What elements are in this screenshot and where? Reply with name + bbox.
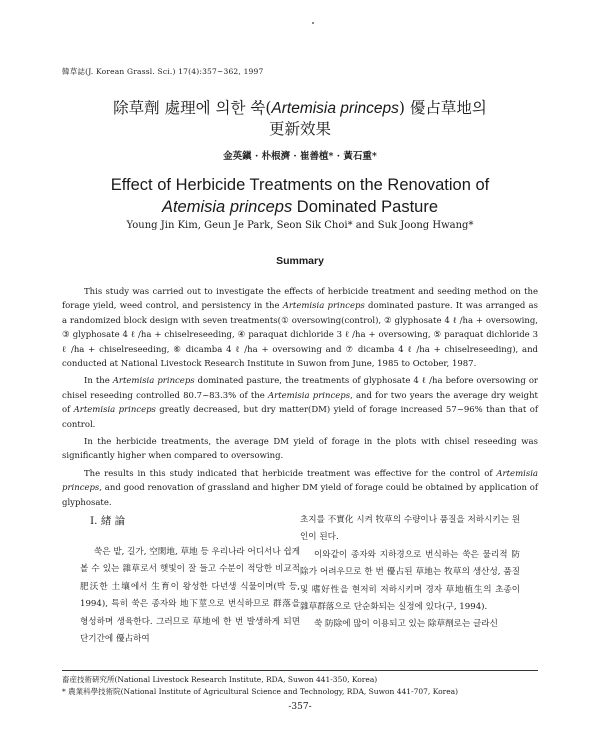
korean-title-line2: 更新效果: [268, 120, 331, 138]
right-column-paragraph-2: 이와같이 종자와 지하경으로 번식하는 쑥은 물리적 防除가 어려우므로 한 번 優占된 草地는 牧草의 생산성, 품질 및 嗜好性을 현저히 저하시키며 경자 草地植生의 초종이 雜草群落으로 단순화되는 실정에 있다(구, 1994).: [300, 549, 520, 613]
summary-heading: Summary: [276, 255, 324, 267]
korean-title-latin: Artemisia princeps: [271, 100, 399, 117]
english-title-species: Atemisia princeps: [161, 198, 293, 216]
body-left-column: [80, 512, 300, 648]
korean-title-pre: 除草劑 處理에 의한 쑥(: [113, 99, 272, 117]
abstract-paragraph-4: The results in this study indicated that herbicide treatment was effective for the control of Artemisia princeps, and good renovation of grassland and higher DM yield of forage could be obtained by application of glyphosate.: [62, 468, 538, 508]
abstract-paragraph-2: In the Artemisia princeps dominated pasture, the treatments of glyphosate 4 ℓ /ha before oversowing or chisel reseeding controlled 80.7~83.3% of the Artemisia princeps, and for two years the average dry weight of Artemisia princeps greatly decreased, but dry matter(DM) yield of forage increased 57~96% than that of control.: [62, 376, 538, 430]
right-column-paragraph-1: 초지를 不實化 시켜 牧草의 수량이나 품질을 저하시키는 원인이 된다.: [300, 515, 520, 543]
abstract-paragraph-3: In the herbicide treatments, the average DM yield of forage in the plots with chisel reseeding was significantly higher when compared to oversowing.: [62, 437, 538, 462]
korean-authors: 金英鎭 · 朴根濟 · 崔善植* · 黃石重*: [223, 151, 377, 162]
body-right-column: [300, 512, 520, 634]
page-number: -357-: [288, 702, 312, 712]
korean-title-post: ) 優占草地의: [398, 99, 487, 117]
abstract-paragraph-1: This study was carried out to investigate the effects of herbicide treatment and seeding method on the forage yield, weed control, and persistency in the Artemisia princeps dominated pasture. It was arranged as a randomized block design with seven treatments(① oversowing(control), ② glyphosate 4 ℓ /ha + oversowing, ③ glyphosate 4 ℓ /ha + chiselreseeding, ④ paraquat dichloride 3 ℓ /ha + oversowing, ⑤ paraquat dichloride 3 ℓ /ha + chiselreseeding, ⑥ dicamba 4 ℓ /ha + oversowing and ⑦ dicamba 4 ℓ /ha + chiselreseeding), and conducted at National Livestock Research Institute in Suwon from June, 1985 to October, 1987.: [62, 287, 538, 370]
korean-title: [0, 98, 600, 140]
footnote-affiliation-1: 畜産技術硏究所(National Livestock Research Institute, RDA, Suwon 441-350, Korea): [62, 675, 378, 684]
scan-speck: [312, 22, 314, 24]
english-title-rest: Dominated Pasture: [292, 198, 439, 216]
korean-title-line1: [0, 98, 600, 119]
journal-citation: 韓草誌(J. Korean Grassl. Sci.) 17(4):357~362, 1997: [62, 67, 264, 76]
english-authors: Young Jin Kim, Geun Je Park, Seon Sik Choi* and Suk Joong Hwang*: [126, 220, 474, 231]
footnote-divider: [62, 670, 538, 671]
english-title-line2: [0, 196, 600, 218]
english-title: [0, 174, 600, 218]
footnote-affiliation-2: * 農業科學技術院(National Institute of Agricultural Science and Technology, RDA, Suwon 441-707, Korea): [62, 687, 459, 696]
section-heading-introduction: Ⅰ. 緖 論: [90, 515, 126, 527]
abstract: [62, 285, 538, 513]
right-column-paragraph-3: 쑥 防除에 많이 이용되고 있는 除草劑로는 글라신: [314, 619, 498, 630]
english-title-line1: Effect of Herbicide Treatments on the Renovation of: [110, 176, 490, 194]
left-column-paragraph: 쑥은 밭, 길가, 空閑地, 草地 등 우리나라 어디서나 쉽게 볼 수 있는 雜草로서 햇빛이 잘 들고 수분이 적당한 비교적 肥沃한 土壤에서 生育이 왕성한 다년생 식물이며(박 등, 1994), 특히 쑥은 종자와 地下莖으로 번식하므로 群落을 형성하며 생육한다. 그러므로 草地에 한 번 발생하게 되면 단기간에 優占하여: [80, 547, 300, 645]
